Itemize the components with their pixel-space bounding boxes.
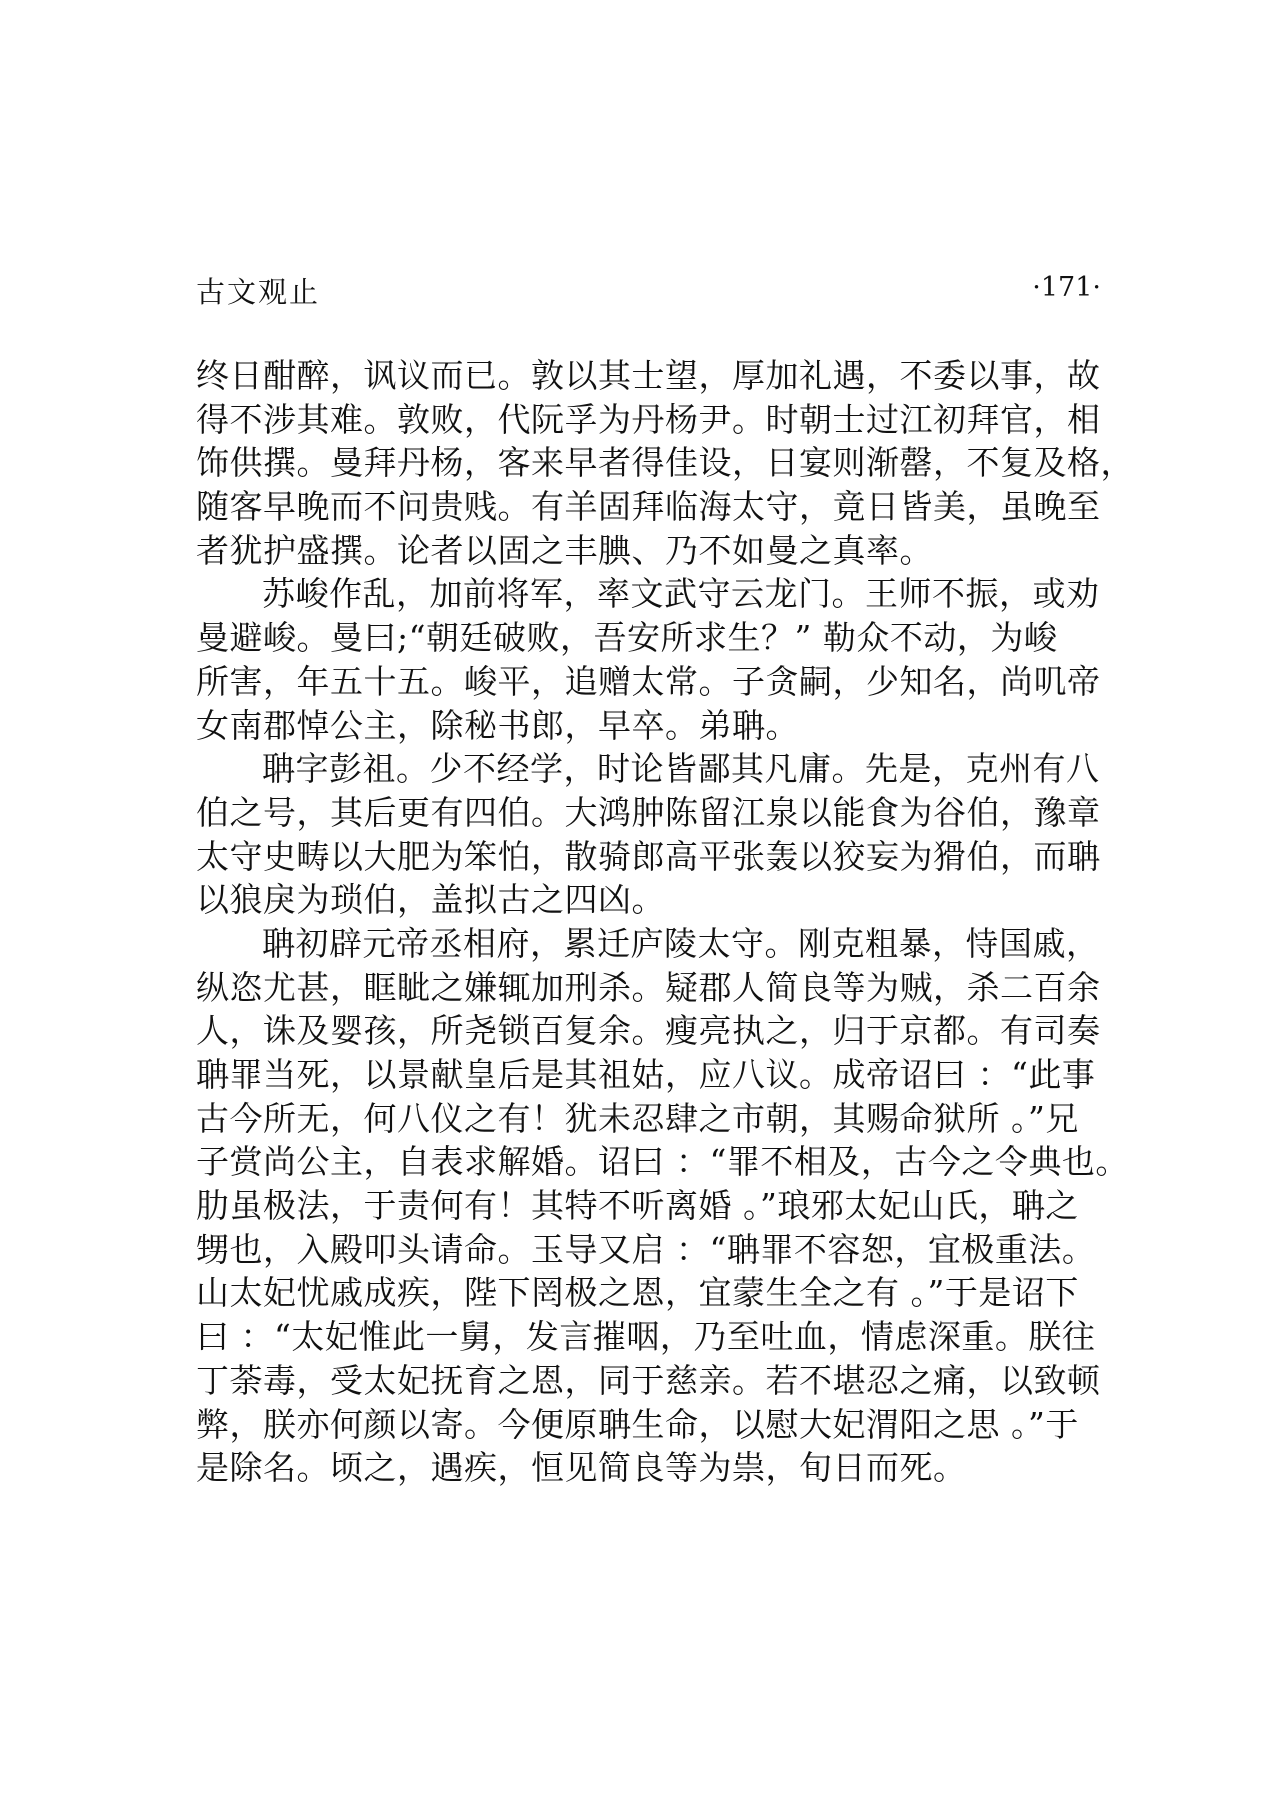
text-line: 者犹护盛撰。论者以固之丰腆、乃不如曼之真率。 <box>196 530 933 570</box>
paragraph-first-line: 聃字彭祖。少不经学，时论皆鄙其凡庸。先是，克州有八 <box>262 749 1100 789</box>
book-title: 古文观止 <box>196 275 321 309</box>
text-line: 曼避峻。曼曰;“朝廷破败，吾安所求生？” 勒众不动，为峻 <box>196 618 1058 658</box>
text-line: 人，诛及婴孩，所尧锁百复余。瘦亮执之，归于京都。有司奏 <box>196 1011 1101 1051</box>
paragraph-first-line: 苏峻作乱，加前将军，率文武守云龙门。王师不振，或劝 <box>262 574 1100 614</box>
text-line: 饰供撰。曼拜丹杨，客来早者得佳设，日宴则渐罄，不复及格， <box>196 443 1134 483</box>
page-number: ·171· <box>1032 272 1101 303</box>
text-line: 肋虽极法，于责何有！其特不听离婚 。”琅邪太妃山氏，聃之 <box>196 1186 1079 1226</box>
paragraph-first-line: 聃初辟元帝丞相府，累迁庐陵太守。刚克粗暴，恃国戚， <box>262 923 1100 963</box>
text-line: 甥也，入殿叩头请命。玉导又启 ：“聃罪不容恕，宜极重法。 <box>196 1229 1096 1269</box>
text-line: 聃罪当死，以景献皇后是其祖姑，应八议。成帝诏曰 ：“此事 <box>196 1055 1096 1094</box>
text-line: 子赏尚公主，自表求解婚。诏曰 ：“罪不相及，古今之令典也。 <box>196 1142 1129 1182</box>
text-line: 随客早晚而不问贵贱。有羊固拜临海太守，竟日皆美，虽晚至 <box>196 487 1101 527</box>
text-line: 以狼戾为琐伯，盖拟古之四凶。 <box>196 880 665 920</box>
text-body <box>196 354 1134 1490</box>
text-line: 女南郡悼公主，除秘书郎，早卒。弟聃。 <box>196 705 799 745</box>
page-header <box>196 270 1101 310</box>
text-line: 太守史畴以大肥为笨怕，散骑郎高平张轰以狡妄为猾伯，而聃 <box>196 836 1101 876</box>
text-line: 纵恣尤甚，眶眦之嫌辄加刑杀。疑郡人简良等为贼，杀二百余 <box>196 967 1101 1007</box>
text-line: 曰 ：“太妃惟此一舅，发言摧咽，乃至吐血，情虑深重。朕往 <box>196 1317 1096 1357</box>
text-line: 伯之号，其后更有四伯。大鸿肿陈留江泉以能食为谷伯，豫章 <box>196 792 1101 832</box>
text-line: 所害，年五十五。峻平，追赠太常。子贪嗣，少知名，尚叽帝 <box>196 661 1101 701</box>
text-line: 山太妃忧戚成疾，陛下罔极之恩，宜蒙生全之有 。”于是诏下 <box>196 1273 1079 1313</box>
text-line: 得不涉其难。敦败，代阮孚为丹杨尹。时朝士过江初拜官，相 <box>196 399 1101 439</box>
text-line: 是除名。顷之，遇疾，恒见简良等为祟，旬日而死。 <box>196 1448 967 1488</box>
text-line: 终日酣醉，讽议而已。敦以其士望，厚加礼遇，不委以事，故 <box>196 356 1101 395</box>
text-line: 弊，朕亦何颜以寄。今便原聃生命，以慰大妃渭阳之思 。”于 <box>196 1404 1079 1444</box>
text-line: 古今所无，何八仪之有！犹未忍肆之市朝，其赐命狱所 。”兄 <box>196 1098 1079 1138</box>
text-line: 丁荼毒，受太妃抚育之恩，同于慈亲。若不堪忍之痛，以致顿 <box>196 1360 1101 1400</box>
